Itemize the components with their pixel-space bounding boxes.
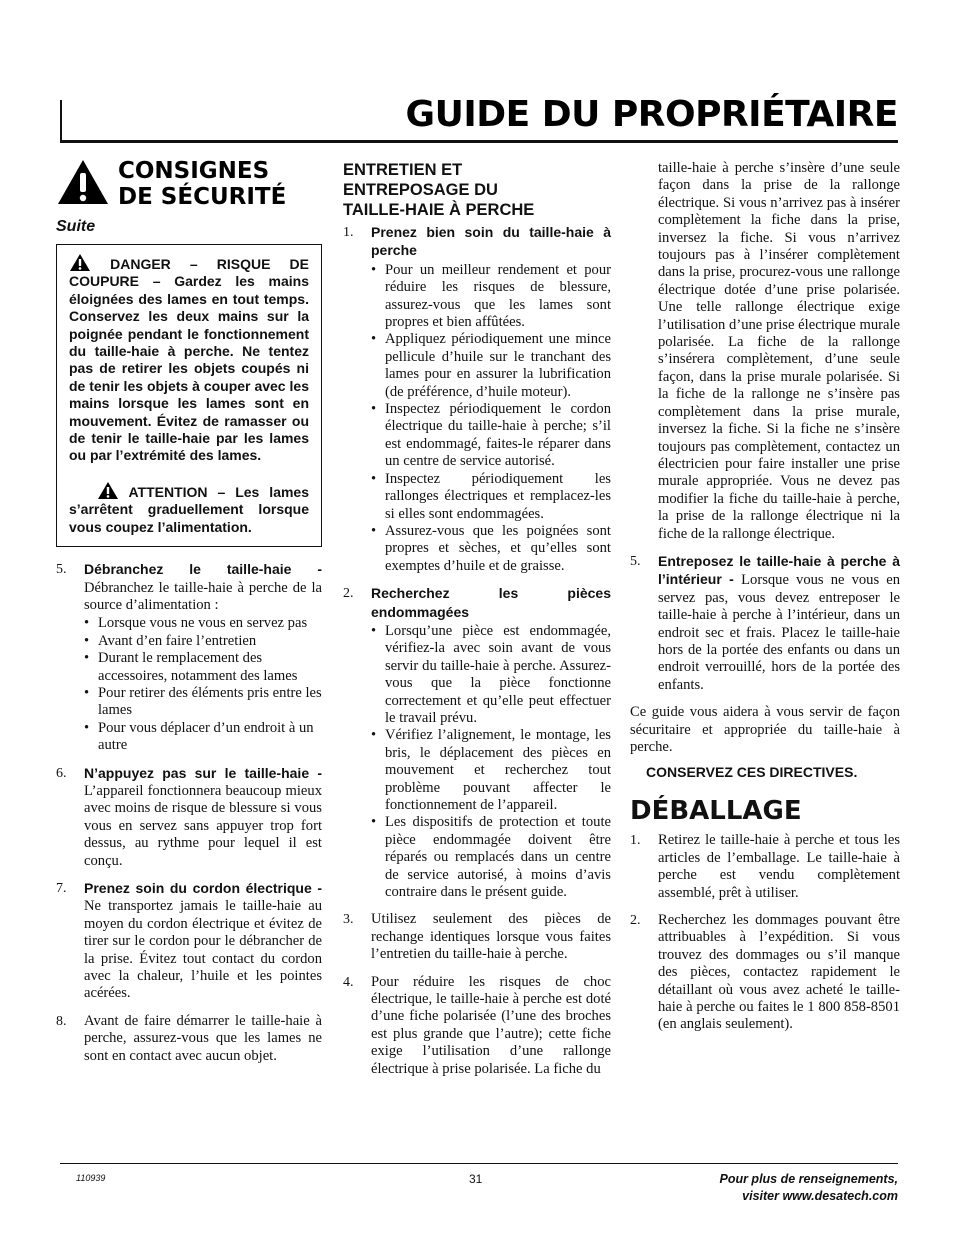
care-bullets xyxy=(371,262,611,575)
continued-block xyxy=(630,160,900,543)
list-item: • Inspectez périodiquement les rallonges électriques et remplacez-les si elles sont endommagées. xyxy=(371,470,611,522)
list-item: • Durant le remplacement des accessoires, notamment des lames xyxy=(84,650,298,684)
damage-bullets xyxy=(371,623,611,902)
danger-paragraph xyxy=(69,253,309,465)
column-safety xyxy=(56,158,322,1075)
column-continued xyxy=(630,160,900,1044)
item-number: 1. xyxy=(630,833,641,849)
bullet-text: Pour un meilleur rendement et pour réduire les risques de blessure, assurez-vous que les lames sont propres et bien affûtées. xyxy=(385,261,611,331)
list-item xyxy=(56,1013,322,1065)
list-item: • Pour un meilleur rendement et pour réduire les risques de blessure, assurez-vous que les lames sont propres et bien affûtées. xyxy=(371,261,611,331)
bullet-text: Pour vous déplacer d’un endroit à un autre xyxy=(98,719,314,754)
list-item xyxy=(343,911,611,963)
list-item xyxy=(343,224,611,575)
item-number: 7. xyxy=(56,881,67,896)
more-info-line1: Pour plus de renseignements, xyxy=(719,1172,898,1186)
list-item: • Vérifiez l’alignement, le montage, les bris, le déplacement des pièces en mouvement et recherchez tout problème pouvant affecter le fonctionnement de l’appareil. xyxy=(371,727,611,813)
item-bold: N’appuyez pas sur le taille-haie - xyxy=(84,764,322,781)
item-number: 8. xyxy=(56,1013,67,1029)
list-item xyxy=(56,561,322,754)
bullet-text: Vérifiez l’alignement, le montage, les bris, le déplacement des pièces en mouvement et recherchez tout problème pouvant affecter le fonctionnement de l’appareil. xyxy=(385,727,611,813)
item-text: Ne transportez jamais le taille-haie au moyen du cordon électrique et évitez de tirer sur le cordon pour le débrancher de la prise. Évitez tout contact du cordon avec la chaleur, l’huile et les pointes acérées. xyxy=(84,898,322,1002)
warning-triangle-icon xyxy=(56,158,110,206)
item-number: 3. xyxy=(343,912,354,928)
safety-title xyxy=(118,158,286,210)
keep-instructions: CONSERVEZ CES DIRECTIVES. xyxy=(646,764,858,781)
list-item xyxy=(630,832,900,902)
attention-paragraph xyxy=(69,481,309,536)
bullet-text: Les dispositifs de protection et toute pièce endommagée doivent être réparés ou remplacés dans un centre de service autorisé, à moins d’avis contraire dans le présent guide. xyxy=(385,814,611,901)
unpacking-title: DÉBALLAGE xyxy=(630,796,802,827)
safety-title-line2: DE SÉCURITÉ xyxy=(118,184,287,210)
bullet-text: Appliquez périodiquement une mince pellicule d’huile sur le tranchant des lames pour en assurer la lubrification (de préférence, d’huile moteur). xyxy=(385,331,611,400)
list-item: • Pour retirer des éléments pris entre les lames xyxy=(84,684,322,719)
list-item: • Lorsqu’une pièce est endommagée, vérifiez-la avec soin avant de vous servir du taille-haie à perche. Assurez-vous que la pièce fonctionne correctement et qu’elle peut effectuer le travail prévu. xyxy=(371,622,611,726)
list-item: • Pour vous déplacer d’un endroit à un autre xyxy=(84,719,314,754)
unpacking-list xyxy=(630,832,900,1033)
bullet-text: Lorsqu’une pièce est endommagée, vérifiez-la avec soin avant de vous servir du taille-haie à perche. Assurez-vous que la pièce fonctionne correctement et qu’elle peut effectuer le travail prévu. xyxy=(385,622,611,726)
column-maintenance xyxy=(343,160,611,1088)
list-item xyxy=(343,585,611,901)
item-text: Débranchez le taille-haie à perche de la source d’alimentation : xyxy=(84,579,322,613)
list-item: • Assurez-vous que les poignées sont propres et sèches, et qu’elles sont exemptes d’huile et de graisse. xyxy=(371,522,611,574)
danger-box xyxy=(56,244,322,547)
warning-triangle-icon xyxy=(97,481,119,500)
item-text: Avant de faire démarrer le taille-haie à perche, assurez-vous que les lames ne sont en contact avec aucun objet. xyxy=(84,1012,322,1064)
maintenance-title-line1: ENTRETIEN ET xyxy=(343,161,463,179)
list-item: • Les dispositifs de protection et toute pièce endommagée doivent être réparés ou remplacés dans un centre de service autorisé, à moins d’avis contraire dans le présent guide. xyxy=(371,814,611,901)
warning-triangle-icon xyxy=(69,253,91,272)
list-item xyxy=(56,880,322,1003)
guide-text: Ce guide vous aidera à vous servir de façon sécuritaire et appropriée du taille-haie à perche. xyxy=(630,704,900,755)
bullet-text: Lorsque vous ne vous en servez pas xyxy=(98,615,308,632)
more-info xyxy=(719,1171,898,1205)
list-item xyxy=(343,974,611,1078)
item-number: 2. xyxy=(630,913,641,929)
attention-text: ATTENTION – Les lames s’arrêtent graduellement lorsque vous coupez l’alimentation. xyxy=(69,483,310,535)
bullet-text: Avant d’en faire l’entretien xyxy=(98,632,257,649)
item-bold: Prenez bien soin du taille-haie à perche xyxy=(371,224,611,259)
item-number: 6. xyxy=(56,765,67,781)
bullet-text: Durant le remplacement des accessoires, notamment des lames xyxy=(98,650,298,684)
item-bold: Recherchez les pièces endommagées xyxy=(371,585,611,620)
maintenance-title-line3: TAILLE-HAIE À PERCHE xyxy=(343,201,535,219)
footer-rule xyxy=(60,1163,898,1164)
item-number: 5. xyxy=(56,562,67,578)
bullet-text: Inspectez périodiquement le cordon électrique du taille-haie à perche; s’il est endommagé, faites-le réparer dans un centre de service autorisé. xyxy=(385,401,611,470)
item-text: Recherchez les dommages pouvant être attribuables à l’expédition. Si vous trouvez des dommages ou s’il manque des pièces, contactez rapidement le détaillant où vous avez acheté le taille-haie à perche ou faites le 1 800 858-8501 (en anglais seulement). xyxy=(658,912,900,1033)
continued-text: taille-haie à perche s’insère d’une seule façon dans la prise de la rallonge électrique. Si vous n’arrivez pas à insérer complètement la fiche dans la prise, inversez la fiche. Si vous n’arrivez toujours pas à l’insérer complètement dans la prise, procurez-vous une rallonge électrique dotée d’une prise polarisée. Une telle rallonge électrique exige l’utilisation d’une prise électrique murale polarisée. La fiche de la rallonge s’insérera complètement, d’une seule façon, dans la prise murale polarisée. Si la fiche de la rallonge ne s’insère pas complètement dans la prise murale, inversez la fiche. Si la fiche ne s’insère toujours pas complètement, contactez un électricien pour faire installer une prise murale appropriée. Vous ne devez pas modifier la fiche du taille-haie à perche, la prise de la rallonge électrique ni la fiche de la rallonge électrique. xyxy=(658,160,900,542)
list-item xyxy=(630,912,900,1034)
bullet-text: Inspectez périodiquement les rallonges électriques et remplacez-les si elles sont endommagées. xyxy=(385,470,611,522)
bullet-text: Pour retirer des éléments pris entre les lames xyxy=(98,684,322,719)
storage-list xyxy=(630,553,900,694)
safety-list xyxy=(56,561,322,1065)
item-bold: Entreposez le taille-haie à perche à l’intérieur - xyxy=(658,552,900,588)
page-title: GUIDE DU PROPRIÉTAIRE xyxy=(405,94,898,135)
header-rule xyxy=(60,140,898,143)
more-info-line2: visiter www.desatech.com xyxy=(742,1189,898,1203)
item-number: 5. xyxy=(630,553,641,569)
item-number: 4. xyxy=(343,974,354,990)
maintenance-title-line2: ENTREPOSAGE DU xyxy=(343,181,498,199)
item-bold: Prenez soin du cordon électrique - xyxy=(84,880,322,896)
unplug-bullets xyxy=(84,615,322,754)
maintenance-title xyxy=(343,160,611,220)
item-text: Retirez le taille-haie à perche et tous les articles de l’emballage. Le taille-haie à perche est vendu complètement assemblé, prêt à utiliser. xyxy=(658,832,900,901)
item-text: L’appareil fonctionnera beaucoup mieux avec moins de risque de blessure si vous vous en servez sans appuyer trop fort dessus, au rythme pour lequel il est conçu. xyxy=(84,782,322,869)
document-code: 110939 xyxy=(76,1173,106,1183)
maintenance-list xyxy=(343,224,611,1078)
header-left-rule xyxy=(60,100,62,142)
list-item xyxy=(630,553,900,694)
list-item xyxy=(56,765,322,870)
list-item: • Lorsque vous ne vous en servez pas xyxy=(84,615,308,632)
item-bold: Débranchez le taille-haie - xyxy=(84,561,322,578)
safety-heading xyxy=(56,158,322,210)
danger-text: DANGER – RISQUE DE COUPURE – Gardez les mains éloignées des lames en tout temps. Conservez les deux mains sur la poignée pendant le fonctionnement du taille-haie à perche. Ne tentez pas de retirer les objets coupés ni de tenir les objets à couper avec les mains lorsque les lames sont en mouvement. Évitez de ramasser ou de tenir le taille-haie par les lames ou par l’extrémité des lames. xyxy=(69,256,310,464)
list-item: • Appliquez périodiquement une mince pellicule d’huile sur le tranchant des lames pour en assurer la lubrification (de préférence, d’huile moteur). xyxy=(371,331,611,400)
bullet-text: Assurez-vous que les poignées sont propres et sèches, et qu’elles sont exemptes d’huile et de graisse. xyxy=(385,522,611,574)
item-text: Utilisez seulement des pièces de rechange identiques lorsque vous faites l’entretien du taille-haie à perche. xyxy=(371,911,611,963)
list-item: • Avant d’en faire l’entretien xyxy=(84,632,257,649)
safety-title-line1: CONSIGNES xyxy=(118,158,270,184)
page-number: 31 xyxy=(469,1172,483,1186)
list-item: • Inspectez périodiquement le cordon électrique du taille-haie à perche; s’il est endommagé, faites-le réparer dans un centre de service autorisé. xyxy=(371,401,611,470)
suite-label: Suite xyxy=(56,218,96,235)
item-number: 1. xyxy=(343,225,354,240)
item-text: Lorsque vous ne vous en servez pas, vous devez entreposer le taille-haie à perche à l’intérieur, dans un endroit sec et frais. Placez le taille-haie hors de la portée des enfants ou dans un endroit verrouillé, hors de la portée des enfants. xyxy=(658,572,900,693)
item-text: Pour réduire les risques de choc électrique, le taille-haie à perche est doté d’une fiche polarisée (l’une des broches est plus grande que l’autre); cette fiche exige l’utilisation d’une rallonge électrique à prise polarisée. La fiche du xyxy=(371,973,611,1077)
item-number: 2. xyxy=(343,586,354,602)
